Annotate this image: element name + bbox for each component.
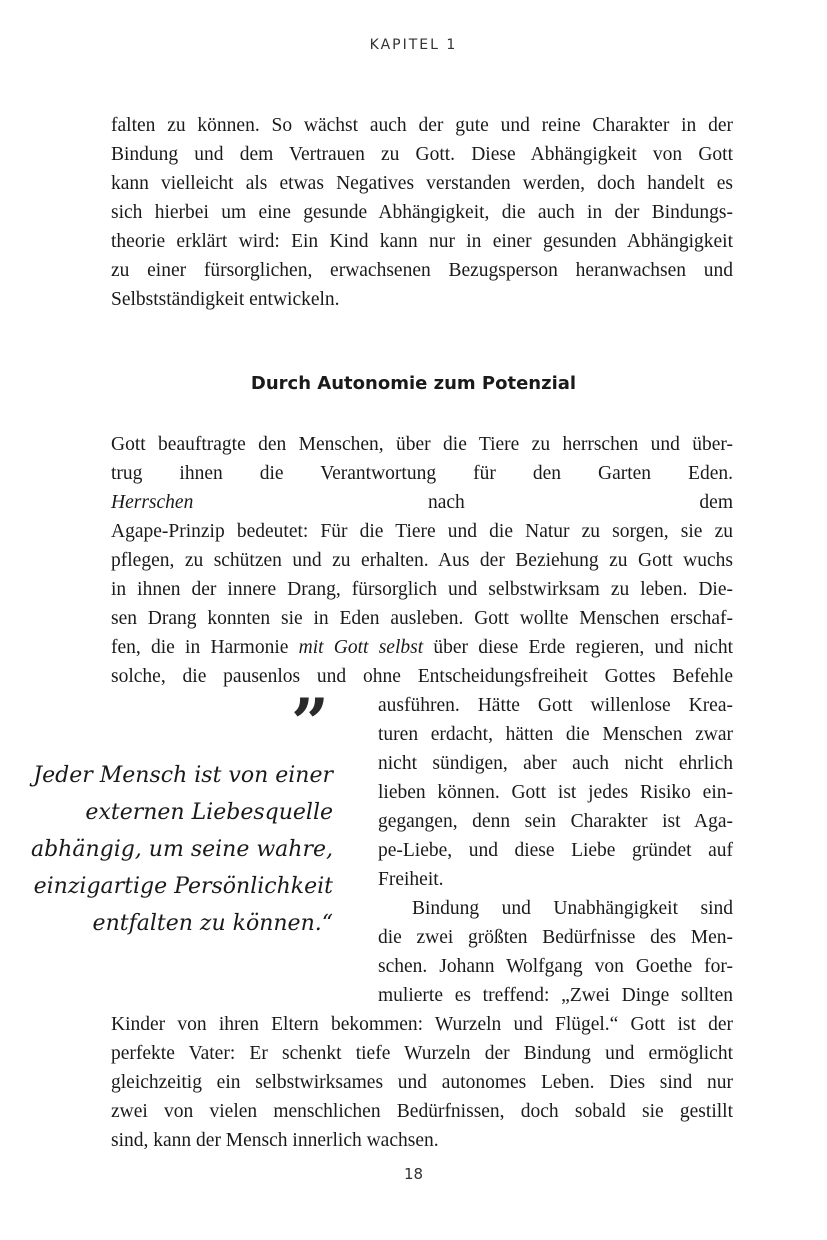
body-text-line: sen Drang konnten sie in Eden ausleben. Gott wollte Menschen erschaf- [111, 608, 733, 629]
body-text-line: gleichzeitig ein selbstwirksames und autonomes Leben. Dies sind nur [111, 1072, 733, 1093]
body-text-line: pflegen, zu schützen und zu erhalten. Aus der Beziehung zu Gott wuchs [111, 550, 733, 571]
pull-quote-line: Jeder Mensch ist von einer [33, 763, 333, 788]
body-text-line: lieben können. Gott ist jedes Risiko ein- [378, 782, 733, 803]
section-heading: Durch Autonomie zum Potenzial [250, 373, 577, 394]
italic-emphasis: mit Gott selbst [298, 637, 424, 658]
chapter-header: KAPITEL 1 [369, 37, 458, 53]
body-text-line: die zwei größten Bedürfnisse des Men- [378, 927, 733, 948]
body-text-line: pe-Liebe, und diese Liebe gründet auf [378, 840, 733, 861]
body-text-line: Bindung und dem Vertrauen zu Gott. Diese Abhängigkeit von Gott [111, 144, 733, 165]
body-text-line: Agape-Prinzip bedeutet: Für die Tiere und die Natur zu sorgen, sie zu [111, 521, 733, 542]
body-text-line: schen. Johann Wolfgang von Goethe for- [378, 956, 733, 977]
body-text-fragment: über diese Erde regieren, und nicht [433, 637, 734, 658]
pull-quote-line: entfalten zu können.“ [92, 911, 333, 936]
body-text-line: nicht sündigen, aber auch nicht ehrlich [378, 753, 733, 774]
body-text-line: trug ihnen die Verantwortung für den Garten Eden. [111, 463, 733, 484]
pull-quote-line: abhängig, um seine wahre, [30, 837, 333, 862]
body-text-line: zu einer fürsorglichen, erwachsenen Bezugsperson heranwachsen und [111, 260, 733, 281]
pull-quote-line: externen Liebesquelle [85, 800, 333, 825]
body-text-line [111, 633, 733, 662]
italic-emphasis: Herrschen [111, 492, 194, 513]
body-text-line: kann vielleicht als etwas Negatives verstanden werden, doch handelt es [111, 173, 733, 194]
body-text-line [111, 488, 733, 517]
page-number: 18 [403, 1165, 424, 1183]
body-text-line: sind, kann der Mensch innerlich wachsen. [111, 1130, 439, 1151]
body-text-line: zwei von vielen menschlichen Bedürfnissen, doch sobald sie gestillt [111, 1101, 733, 1122]
body-text-line: ausführen. Hätte Gott willenlose Krea- [378, 695, 733, 716]
body-text-line: Kinder von ihren Eltern bekommen: Wurzeln und Flügel.“ Gott ist der [111, 1014, 733, 1035]
body-text-line: Bindung und Unabhängigkeit sind [412, 898, 733, 919]
body-text-line: Freiheit. [378, 869, 444, 890]
quote-mark-icon: ” [291, 684, 329, 762]
body-text-line: falten zu können. So wächst auch der gute und reine Charakter in der [111, 115, 733, 136]
body-text-line: turen erdacht, hätten die Menschen zwar [378, 724, 733, 745]
body-text-line: in ihnen der innere Drang, fürsorglich und selbstwirksam zu leben. Die- [111, 579, 733, 600]
body-text-line: Gott beauftragte den Menschen, über die Tiere zu herrschen und über- [111, 434, 733, 455]
body-text-line: gegangen, denn sein Charakter ist Aga- [378, 811, 733, 832]
pull-quote-line: einzigartige Persönlichkeit [33, 874, 333, 899]
body-text-line: mulierte es treffend: „Zwei Dinge sollten [378, 985, 733, 1006]
body-text-line: perfekte Vater: Er schenkt tiefe Wurzeln der Bindung und ermöglicht [111, 1043, 733, 1064]
body-text-line: sich hierbei um eine gesunde Abhängigkeit, die auch in der Bindungs- [111, 202, 733, 223]
body-text-line: theorie erklärt wird: Ein Kind kann nur in einer gesunden Abhängigkeit [111, 231, 733, 252]
body-text-line: Selbstständigkeit entwickeln. [111, 289, 340, 310]
body-text-line: solche, die pausenlos und ohne Entscheidungsfreiheit Gottes Befehle [111, 666, 733, 687]
body-text-fragment: fen, die in Harmonie [111, 637, 289, 658]
body-text-fragment: nach dem [427, 492, 733, 513]
